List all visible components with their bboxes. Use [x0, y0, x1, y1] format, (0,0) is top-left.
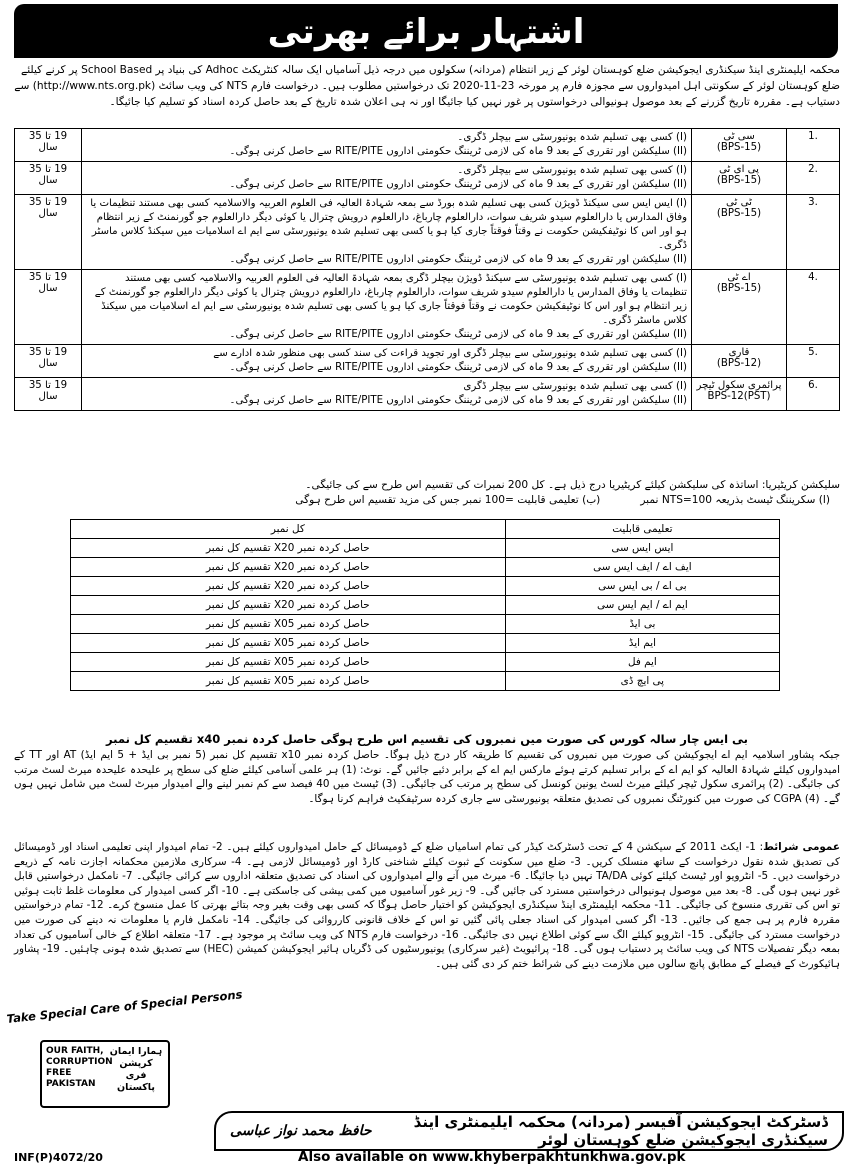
- qualification-cell: ایف اے / ایف ایس سی: [505, 558, 779, 577]
- qualification-cell: ایم فل: [505, 653, 779, 672]
- qualification-cell: ایس ایس سی: [505, 539, 779, 558]
- marks-table: [70, 519, 780, 691]
- ad-title: اشتہار برائے بھرتی: [267, 11, 585, 52]
- post-age-limit: 19 تا 35 سال: [15, 129, 82, 162]
- post-title: سی ٹی: [723, 131, 755, 142]
- post-title-cell: [692, 195, 787, 270]
- post-row: [15, 345, 840, 378]
- requirement-line: (II) سلیکشن اور تقرری کے بعد 9 ماہ کی لازمی ٹریننگ حکومتی اداروں RITE/PITE سے حاصل کرنی ہوگی۔: [229, 146, 687, 157]
- special-persons-slogan: Take Special Care of Special Persons: [6, 987, 243, 1026]
- marks-formula-cell: حاصل کردہ نمبر X20 تقسیم کل نمبر: [71, 596, 506, 615]
- requirement-line: (II) سلیکشن اور تقرری کے بعد 9 ماہ کی لازمی ٹریننگ حکومتی اداروں RITE/PITE سے حاصل کرنی ہوگی۔: [229, 329, 687, 340]
- qualification-cell: پی ایچ ڈی: [505, 672, 779, 691]
- post-scale: (BPS-15): [716, 142, 762, 153]
- requirement-line: (II) سلیکشن اور تقرری کے بعد 9 ماہ کی لازمی ٹریننگ حکومتی اداروں RITE/PITE سے حاصل کرنی ہوگی۔: [229, 254, 687, 265]
- inf-number: INF(P)4072/20: [14, 1151, 103, 1164]
- marks-row: [71, 558, 780, 577]
- marks-row: [71, 672, 780, 691]
- intro-paragraph: محکمہ ایلیمنٹری اینڈ سیکنڈری ایجوکیشن ضلع کوہستان لوئر کے زیر انتظام (مردانہ) سکولوں میں درجہ ذیل آسامیاں ایک سالہ کنٹریکٹ Adhoc کی بنیاد پر School Based پر کرنے کیلئے ضلع کوہستان لوئر کے سکونتی اہل امیدواروں سے مجوزہ فارم پر مورخہ 23-11-2020 تک درخواستیں مطلوب ہیں۔ درخواست فارم NTS کی ویب سائٹ (http://www.nts.org.pk) سے دستیاب ہے۔ مقررہ تاریخ گزرنے کے بعد موصول ہونیوالی درخواستوں پر غور نہیں کیا جائیگا اور نہ ہی اعلان شدہ تاریخ کے بعد حاصل کردہ اسناد کو تسلیم کیا جائیگا۔: [14, 64, 840, 108]
- marks-formula-cell: حاصل کردہ نمبر X05 تقسیم کل نمبر: [71, 634, 506, 653]
- post-scale: (BPS-15): [716, 283, 762, 294]
- qualification-cell: بی ایڈ: [505, 615, 779, 634]
- marks-row: [71, 634, 780, 653]
- corruption-free-logo: [40, 1040, 170, 1108]
- qualification-cell: بی اے / بی ایس سی: [505, 577, 779, 596]
- qualification-cell: ایم اے / ایم ایس سی: [505, 596, 779, 615]
- marks-formula-cell: حاصل کردہ نمبر X20 تقسیم کل نمبر: [71, 577, 506, 596]
- requirement-line: (I) کسی بھی تسلیم شدہ یونیورسٹی سے سیکنڈ ڈویژن بیچلر ڈگری بمعہ شہادۃ العالیہ فی العلوم العربیہ والاسلامیہ کسی بھی مستند تنظیمات یا وفاق المدارس یا دارالعلوم سیدو شریف سوات، دارالعلوم چارباغ، دارالعلوم درویش چترال یا کوئی دیگر دارالعلوم جو گورنمنٹ کے زیر انتظام ہو اور اس کا نوٹیفکیشن حکومت نے وقتاً فوقتاً جاری کیا ہو یا کسی بھی تسلیم شدہ یونیورسٹی سے ایم اے اسلامیات میں سیکنڈ کلاس ماسٹر ڈگری۔: [94, 273, 687, 326]
- post-title: پی ای ٹی: [719, 164, 759, 175]
- post-requirements: [82, 129, 692, 162]
- post-number: 5.: [787, 345, 840, 378]
- post-scale: (BPS-15): [716, 175, 762, 186]
- post-age-limit: 19 تا 35 سال: [15, 378, 82, 411]
- post-requirements: [82, 162, 692, 195]
- marks-row: [71, 596, 780, 615]
- post-number: 3.: [787, 195, 840, 270]
- post-number: 6.: [787, 378, 840, 411]
- post-row: [15, 270, 840, 345]
- post-title-cell: [692, 270, 787, 345]
- requirement-line: (I) ایس ایس سی سیکنڈ ڈویژن کسی بھی تسلیم شدہ بورڈ سے بمعہ شہادۃ العالیہ فی العلوم العربیہ والاسلامیہ کسی بھی مستند تنظیمات یا وفاق المدارس یا دارالعلوم سیدو شریف سوات، دارالعلوم چارباغ، دارالعلوم درویش چترال یا کوئی دیگر دارالعلوم جو گورنمنٹ کے زیر انتظام ہو اور اس کا نوٹیفکیشن حکومت نے وقتاً فوقتاً جاری کیا ہو یا کسی بھی تسلیم شدہ یونیورسٹی سے ایم اے اسلامیات میں سیکنڈ کلاس ماسٹر ڈگری۔: [90, 198, 687, 251]
- general-terms-text: : 1- ایکٹ 2011 کے سیکشن 4 کے تحت ڈسٹرکٹ کیڈر کی تمام اسامیاں ضلع کے ڈومیسائل کے حامل امیدواروں کیلئے ہیں۔ 2- تمام امیدوار اپنی تعلیمی اسناد اور ڈومیسائل کی تصدیق شدہ نقول درخواست کے ساتھ منسلک کریں۔ 3- ضلع میں سکونت کے ثبوت کیلئے شناختی کارڈ اور ڈومیسائل لازمی ہے۔ 4- سرکاری ملازمین محکمانہ اجازت نامہ کے ذریعے درخواست دیں۔ 5- انٹرویو اور ٹیسٹ کیلئے کوئی TA/DA نہیں دیا جائیگا۔ 6- میرٹ میں آنے والے امیدواروں کی اسناد کی تصدیق متعلقہ اداروں سے کرائی جائیگی۔ 7- نامکمل درخواستیں قابل غور نہیں ہوں گی۔ 8- بعد میں موصول ہونیوالی درخواستیں مسترد کی جائیں گی۔ 9- زیر غور آسامیوں میں کمی بیشی کی جاسکتی ہے۔ 10- اگر کسی امیدوار کی معلومات غلط ثابت ہوئیں تو اس کی تقرری منسوخ کی جائیگی۔ 11- محکمہ ایلیمنٹری اینڈ سیکنڈری ایجوکیشن کو اختیار حاصل ہوگا کہ کسی بھی وقت بغیر وجہ بتائے بھرتی کا عمل منسوخ کرے۔ 12- تمام درخواستیں مقررہ فارم پر ہی جمع کی جائیں۔ 13- اگر کسی امیدوار کی اسناد جعلی پائی گئیں تو اس کے خلاف قانونی کارروائی کی جائیگی۔ 14- نامکمل فارم یا معلومات نہ دینے کی صورت میں درخواست مسترد کی جائیگی۔ 15- انٹرویو کیلئے الگ سے کوئی اطلاع نہیں دی جائیگی۔ 16- درخواست فارم NTS کی ویب سائٹ پر موجود ہے۔ 17- متعلقہ اطلاع کے خالی آسامیوں کی تعداد بمعہ دیگر تفصیلات NTS کی ویب سائٹ پر دستیاب ہوں گی۔ 18- پرائیویٹ (غیر سرکاری) یونیورسٹیوں کی ڈگریاں ہائیر ایجوکیشن کمیشن (HEC) سے تصدیق شدہ ہونی چاہئیں۔ 19- پشاور ہائیکورٹ کے فیصلے کے مطابق پانچ سالوں میں ملازمت دینے کی شرائط ختم کر دی گئی ہیں۔: [14, 841, 841, 970]
- post-age-limit: 19 تا 35 سال: [15, 162, 82, 195]
- post-title: اے ٹی: [727, 272, 751, 283]
- post-title: ٹی ٹی: [726, 197, 752, 208]
- posts-table: [14, 128, 840, 411]
- marks-formula-cell: حاصل کردہ نمبر X05 تقسیم کل نمبر: [71, 672, 506, 691]
- post-title: قاری: [728, 347, 750, 358]
- post-number: 2.: [787, 162, 840, 195]
- marks-row: [71, 653, 780, 672]
- logo-english-text: OUR FAITH, CORRUPTION FREE PAKISTAN: [46, 1046, 113, 1089]
- general-terms-title: عمومی شرائط: [763, 841, 840, 853]
- post-row: [15, 378, 840, 411]
- notes-paragraph: جبکہ پشاور اسلامیہ ایم اے ایجوکیشن کی صورت میں نمبروں کی تقسیم کا طریقہ کار درج ذیل ہوگا۔ حاصل کردہ نمبر x10 تقسیم کل نمبر (5 نمبر بی ایڈ + 5 ایم ایڈ) AT اور TT کے امیدواروں کیلئے شہادۃ العالیہ کو ایم اے کے برابر تسلیم کرتے ہوئے مارکس ایم اے کے برابر دئیے جائیں گے۔ نوٹ: (1) ہر علمی آسامی کیلئے ضلع کی سطح پر علیحدہ علیحدہ میرٹ لسٹ مرتب کی جائیگی۔ (2) پرائمری سکول ٹیچر کیلئے میرٹ لسٹ یونین کونسل کی سطح پر مرتب کی جائیگی۔ (3) ٹیسٹ میں 40 فیصد سے کم نمبر لینے والے امیدوار میرٹ لسٹ میں شامل نہیں ہوں گے۔ (4) CGPA کی صورت میں کنورٹنگ نمبروں کی تصدیق متعلقہ یونیورسٹی سے جاری کردہ سرٹیفکیٹ فراہم کرنا ہوگا۔: [14, 749, 840, 805]
- requirement-line: (II) سلیکشن اور تقرری کے بعد 9 ماہ کی لازمی ٹریننگ حکومتی اداروں RITE/PITE سے حاصل کرنی ہوگی۔: [229, 362, 687, 373]
- marks-formula-cell: حاصل کردہ نمبر X20 تقسیم کل نمبر: [71, 539, 506, 558]
- marks-header-row: [71, 520, 780, 539]
- bs-course-note: بی ایس چار سالہ کورس کی صورت میں نمبروں کی تقسیم اس طرح ہوگی حاصل کردہ نمبر x40 تقسیم کل نمبر: [106, 732, 748, 746]
- marks-header-total: کل نمبر: [71, 520, 506, 539]
- post-row: [15, 195, 840, 270]
- ad-title-banner: [14, 4, 838, 58]
- requirement-line: (I) کسی بھی تسلیم شدہ یونیورسٹی سے بیچلر ڈگری: [463, 381, 687, 392]
- marks-row: [71, 615, 780, 634]
- logo-urdu-text: ہمارا ایمان کرپشن فری پاکستان: [109, 1046, 163, 1093]
- post-scale: (BPS-15): [716, 208, 762, 219]
- marks-row: [71, 577, 780, 596]
- signature-bar: [214, 1111, 844, 1151]
- issuing-office: ڈسٹرکٹ ایجوکیشن آفیسر (مردانہ) محکمہ ایلیمنٹری اینڈ سیکنڈری ایجوکیشن ضلع کوہستان لوئر: [413, 1113, 828, 1149]
- post-title-cell: [692, 345, 787, 378]
- post-age-limit: 19 تا 35 سال: [15, 270, 82, 345]
- post-age-limit: 19 تا 35 سال: [15, 345, 82, 378]
- post-requirements: [82, 270, 692, 345]
- requirement-line: (II) سلیکشن اور تقرری کے بعد 9 ماہ کی لازمی ٹریننگ حکومتی اداروں RITE/PITE سے حاصل کرنی ہوگی۔: [229, 179, 687, 190]
- post-age-limit: 19 تا 35 سال: [15, 195, 82, 270]
- qualification-cell: ایم ایڈ: [505, 634, 779, 653]
- officer-signature: حافظ محمد نواز عباسی: [230, 1123, 372, 1139]
- selection-line-1: سلیکشن کریٹیریا: اساتذہ کی سلیکشن کیلئے کریٹیریا درج ذیل ہے۔ کل 200 نمبرات کی تقسیم اس طرح سے کی جائیگی۔: [305, 479, 840, 491]
- requirement-line: (II) سلیکشن اور تقرری کے بعد 9 ماہ کی لازمی ٹریننگ حکومتی اداروں RITE/PITE سے حاصل کرنی ہوگی۔: [229, 395, 687, 406]
- requirement-line: (I) کسی بھی تسلیم شدہ یونیورسٹی سے بیچلر ڈگری۔: [457, 165, 687, 176]
- general-terms: [14, 840, 840, 971]
- post-title-cell: [692, 378, 787, 411]
- post-requirements: [82, 195, 692, 270]
- marks-formula-cell: حاصل کردہ نمبر X20 تقسیم کل نمبر: [71, 558, 506, 577]
- requirement-line: (I) کسی بھی تسلیم شدہ یونیورسٹی سے بیچلر ڈگری۔: [457, 132, 687, 143]
- post-row: [15, 162, 840, 195]
- post-requirements: [82, 345, 692, 378]
- selection-line-2: (ا) سکریننگ ٹیسٹ بذریعہ NTS=100 نمبر: [640, 494, 830, 506]
- requirement-line: (I) کسی بھی تسلیم شدہ یونیورسٹی سے بیچلر ڈگری اور تجوید قراءت کی سند کسی بھی منظور شدہ ادارے سے: [213, 348, 687, 359]
- selection-criteria: [14, 478, 840, 508]
- website-note: Also available on www.khyberpakhtunkhwa.gov.pk: [298, 1149, 686, 1165]
- marks-row: [71, 539, 780, 558]
- marks-formula-cell: حاصل کردہ نمبر X05 تقسیم کل نمبر: [71, 615, 506, 634]
- marks-formula-cell: حاصل کردہ نمبر X05 تقسیم کل نمبر: [71, 653, 506, 672]
- post-scale: (BPS-12): [716, 358, 762, 369]
- post-title-cell: [692, 162, 787, 195]
- marks-header-qualification: تعلیمی قابلیت: [505, 520, 779, 539]
- post-number: 4.: [787, 270, 840, 345]
- post-scale: BPS-12(PST): [707, 391, 771, 402]
- post-row: [15, 129, 840, 162]
- post-requirements: [82, 378, 692, 411]
- selection-line-3: (ب) تعلیمی قابلیت =100 نمبر جس کی مزید تقسیم اس طرح ہوگی: [295, 494, 601, 506]
- post-title: پرائمری سکول ٹیچر: [696, 380, 782, 391]
- post-title-cell: [692, 129, 787, 162]
- post-number: 1.: [787, 129, 840, 162]
